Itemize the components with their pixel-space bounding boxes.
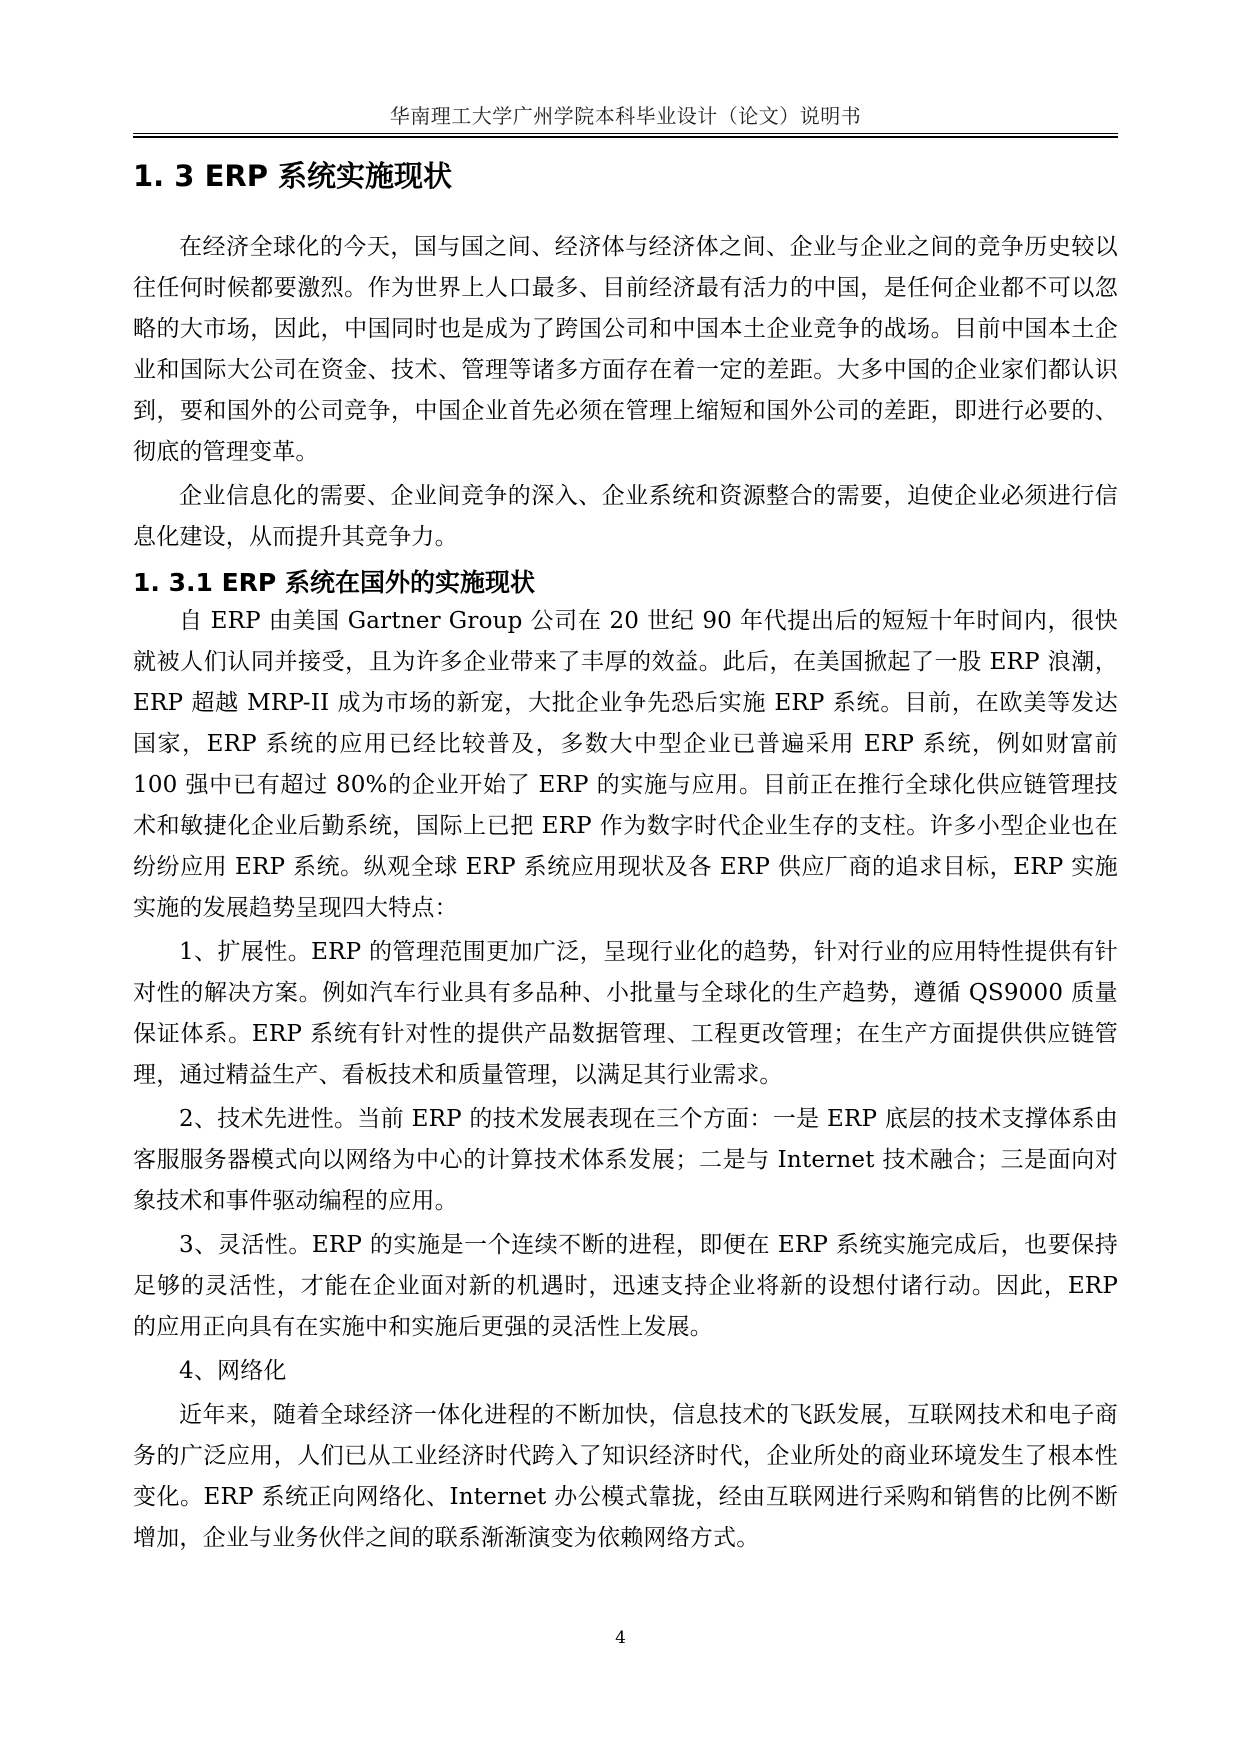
section-body [133, 227, 1118, 558]
subsection-heading: 1. 3.1 ERP 系统在国外的实施现状 [133, 568, 535, 597]
subsection-body [133, 601, 1118, 1559]
page-number: 4 [615, 1628, 626, 1648]
paragraph: 在经济全球化的今天，国与国之间、经济体与经济体之间、企业与企业之间的竞争历史较以往任何时候都要激烈。作为世界上人口最多、目前经济最有活力的中国，是任何企业都不可以忽略的大市场，因此，中国同时也是成为了跨国公司和中国本土企业竞争的战场。目前中国本土企业和国际大公司在资金、技术、管理等诸多方面存在着一定的差距。大多中国的企业家们都认识到，要和国外的公司竞争，中国企业首先必须在管理上缩短和国外公司的差距，即进行必要的、彻底的管理变革。 [133, 234, 1118, 465]
page-header-title: 华南理工大学广州学院本科毕业设计（论文）说明书 [389, 104, 862, 128]
section-heading: 1. 3 ERP 系统实施现状 [133, 159, 453, 193]
paragraph: 1、扩展性。ERP 的管理范围更加广泛，呈现行业化的趋势，针对行业的应用特性提供有针对性的解决方案。例如汽车行业具有多品种、小批量与全球化的生产趋势，遵循 QS9000 质量保证体系。ERP 系统有针对性的提供产品数据管理、工程更改管理；在生产方面提供供应链管理，通过精益生产、看板技术和质量管理，以满足其行业需求。 [133, 939, 1118, 1088]
paragraph: 近年来，随着全球经济一体化进程的不断加快，信息技术的飞跃发展，互联网技术和电子商务的广泛应用，人们已从工业经济时代跨入了知识经济时代，企业所处的商业环境发生了根本性变化。ERP 系统正向网络化、Internet 办公模式靠拢，经由互联网进行采购和销售的比例不断增加，企业与业务伙伴之间的联系渐渐演变为依赖网络方式。 [133, 1402, 1118, 1551]
paragraph: 3、灵活性。ERP 的实施是一个连续不断的进程，即便在 ERP 系统实施完成后，也要保持足够的灵活性，才能在企业面对新的机遇时，迅速支持企业将新的设想付诸行动。因此，ERP 的应用正向具有在实施中和实施后更强的灵活性上发展。 [133, 1232, 1118, 1340]
paragraph: 企业信息化的需要、企业间竞争的深入、企业系统和资源整合的需要，迫使企业必须进行信息化建设，从而提升其竞争力。 [133, 483, 1118, 550]
paragraph: 自 ERP 由美国 Gartner Group 公司在 20 世纪 90 年代提出后的短短十年时间内，很快就被人们认同并接受，且为许多企业带来了丰厚的效益。此后，在美国掀起了一股 ERP 浪潮，ERP 超越 MRP-II 成为市场的新宠，大批企业争先恐后实施 ERP 系统。目前，在欧美等发达国家，ERP 系统的应用已经比较普及，多数大中型企业已普遍采用 ERP 系统，例如财富前 100 强中已有超过 80%的企业开始了 ERP 的实施与应用。目前正在推行全球化供应链管理技术和敏捷化企业后勤系统，国际上已把 ERP 作为数字时代企业生存的支柱。许多小型企业也在纷纷应用 ERP 系统。纵观全球 ERP 系统应用现状及各 ERP 供应厂商的追求目标，ERP 实施实施的发展趋势呈现四大特点： [133, 608, 1118, 921]
header-divider [133, 133, 1118, 138]
paragraph: 2、技术先进性。当前 ERP 的技术发展表现在三个方面：一是 ERP 底层的技术支撑体系由客服服务器模式向以网络为中心的计算技术体系发展；二是与 Internet 技术融合；三是面向对象技术和事件驱动编程的应用。 [133, 1106, 1118, 1214]
paragraph: 4、网络化 [179, 1358, 287, 1384]
